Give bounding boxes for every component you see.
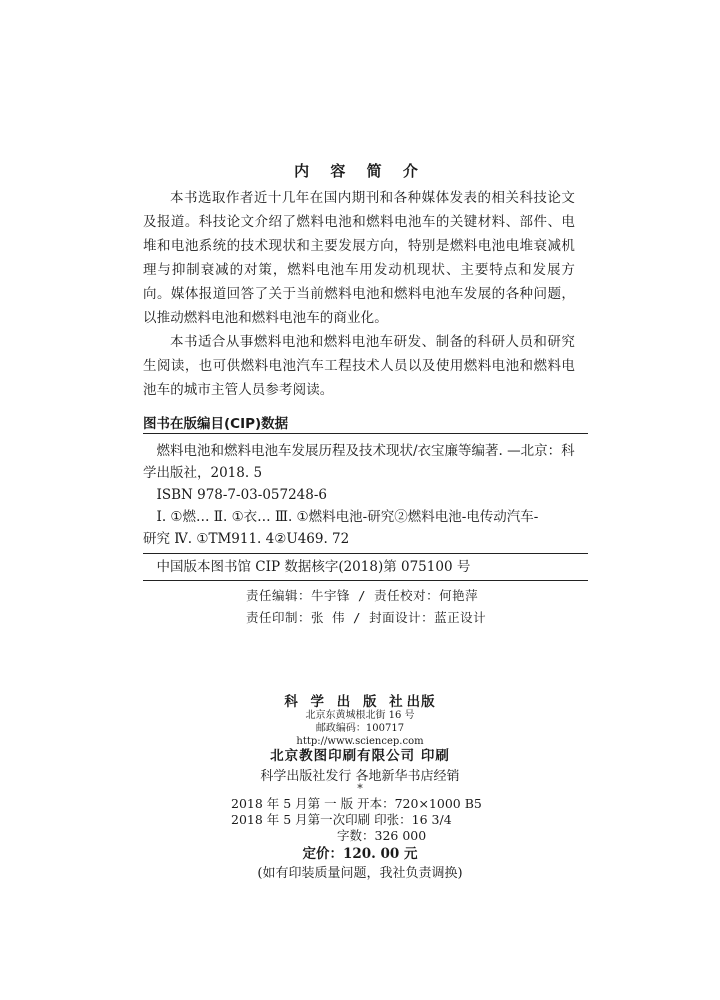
credits — [246, 585, 486, 629]
intro-body — [143, 186, 575, 402]
spec-printing-text: 2018 年 5 月第一次印刷 印张：16 3/4 — [231, 812, 452, 827]
intro-paragraph-2: 本书适合从事燃料电池和燃料电池车研发、制备的科研人员和研究生阅读，也可供燃料电池汽车工程技术人员以及使用燃料电池和燃料电池车的城市主管人员参考阅读。 — [143, 334, 575, 398]
cip-subject-line-2: 研究 Ⅳ. ①TM911. 4②U469. 72 — [143, 531, 350, 547]
cip-entry — [143, 440, 583, 506]
publisher-calligraphy: 科 学 出 版 社 — [284, 694, 407, 710]
divider-cip-top — [143, 433, 588, 434]
credits-editors: 责任编辑：牛宇锋 / 责任校对：何艳萍 — [246, 588, 479, 603]
spec-word-count-text: 字数：326 000 — [337, 828, 427, 843]
intro-title: 内 容 简 介 — [294, 162, 426, 180]
price: 定价：120. 00 元 — [302, 846, 418, 862]
cip-catalog — [143, 556, 583, 578]
credits-production: 责任印制：张 伟 / 封面设计：蓝正设计 — [246, 610, 487, 625]
divider-cip-middle — [143, 553, 588, 554]
printer: 北京教图印刷有限公司 印刷 — [270, 748, 450, 764]
publisher-address: 北京东黄城根北街 16 号 — [305, 710, 415, 721]
publisher-name — [0, 690, 720, 710]
publisher-postal: 邮政编码：100717 — [315, 723, 405, 734]
cip-subject-line-1: Ⅰ. ①燃… Ⅱ. ①衣… Ⅲ. ①燃料电池-研究②燃料电池-电传动汽车- — [156, 509, 539, 525]
cip-subjects — [143, 506, 583, 550]
cip-entry-line-1: 燃料电池和燃料电池车发展历程及技术现状/衣宝廉等编著. —北京：科 — [156, 443, 575, 459]
intro-paragraph-1: 本书选取作者近十几年在国内期刊和各种媒体发表的相关科技论文及报道。科技论文介绍了燃料电池和燃料电池车的关键材料、部件、电堆和电池系统的技术现状和主要发展方向，特别是燃料电池电堆衰减机理与抑制衰减的对策，燃料电池车用发动机现状、主要特点和发展方向。媒体报道回答了关于当前燃料电池和燃料电池车发展的各种问题，以推动燃料电池和燃料电池车的商业化。 — [143, 190, 575, 326]
spec-edition-text: 2018 年 5 月第 一 版 开本：720×1000 B5 — [231, 796, 482, 811]
divider-cip-bottom — [143, 580, 588, 581]
replacement-note: (如有印装质量问题，我社负责调换) — [257, 866, 463, 881]
publisher-url: http://www.sciencep.com — [296, 736, 424, 747]
cip-heading: 图书在版编目(CIP)数据 — [143, 416, 289, 432]
publisher-suffix: 出版 — [406, 694, 436, 710]
cip-catalog-number: 中国版本图书馆 CIP 数据核字(2018)第 075100 号 — [156, 559, 471, 575]
cip-entry-line-2: 学出版社，2018. 5 — [143, 465, 263, 481]
distribution: 科学出版社发行 各地新华书店经销 — [260, 769, 460, 784]
separator-star: * — [357, 782, 363, 795]
isbn: ISBN 978-7-03-057248-6 — [156, 487, 328, 503]
